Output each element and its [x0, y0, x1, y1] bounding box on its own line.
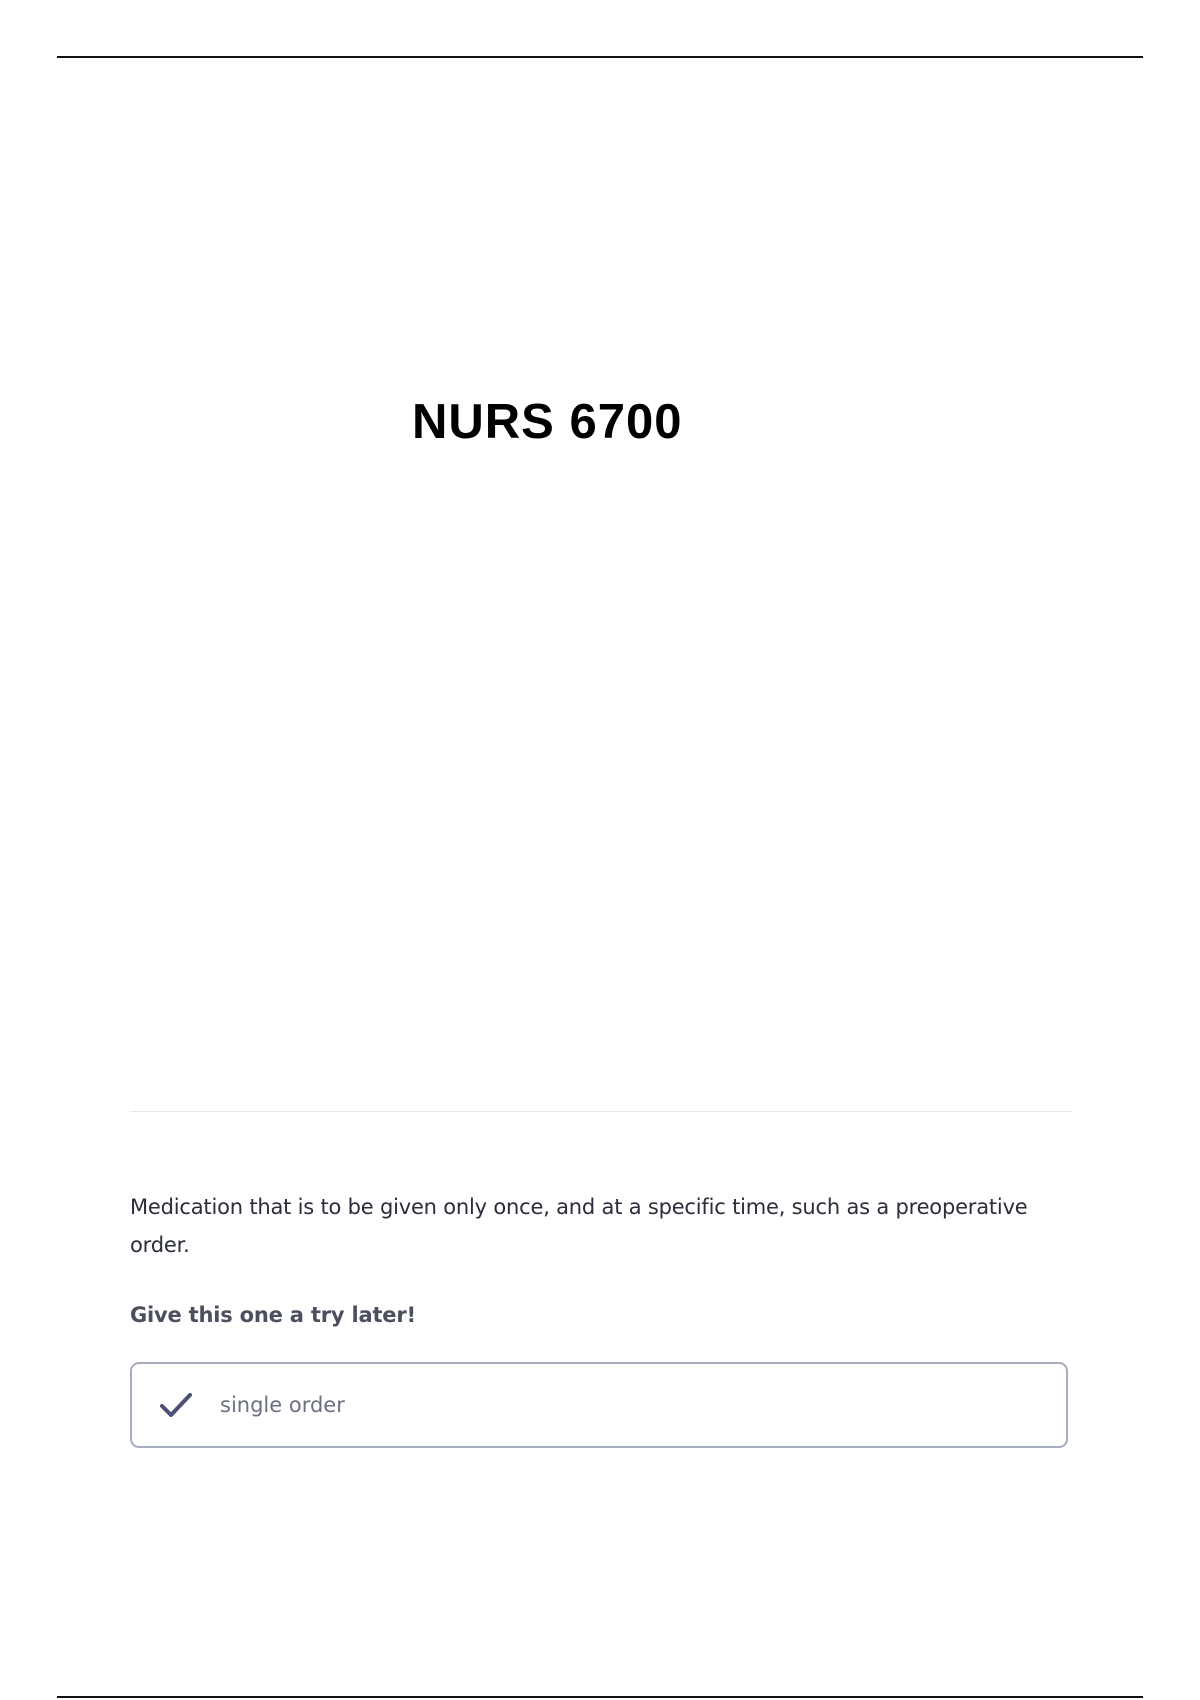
- check-icon: [158, 1387, 194, 1423]
- flashcard-hint: Give this one a try later!: [130, 1303, 416, 1327]
- answer-label: single order: [220, 1393, 345, 1417]
- card-divider: [130, 1111, 1072, 1112]
- course-title: NURS 6700: [412, 395, 683, 449]
- answer-option[interactable]: [130, 1362, 1068, 1448]
- page-bottom-rule: [57, 1696, 1143, 1698]
- flashcard-definition: Medication that is to be given only once, and at a specific time, such as a preoperative order.: [130, 1195, 1028, 1257]
- page-top-rule: [57, 56, 1143, 58]
